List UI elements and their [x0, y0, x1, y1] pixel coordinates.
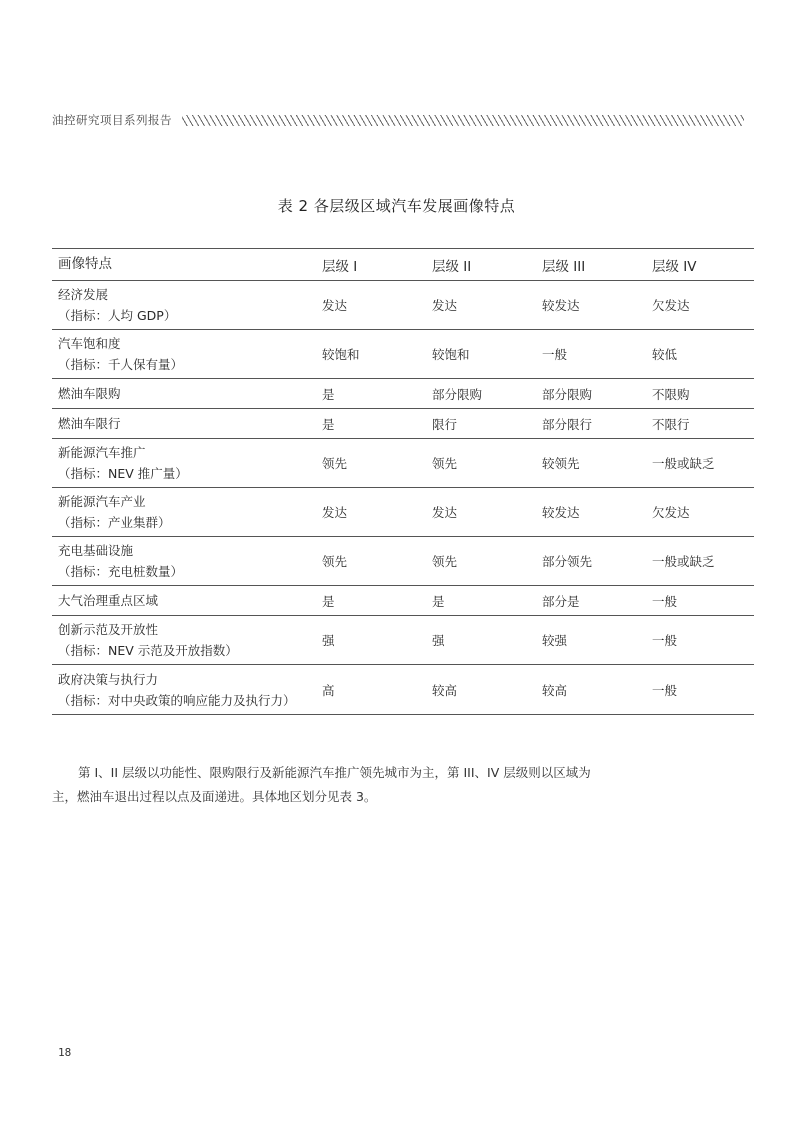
level-4-value: 较低 [652, 347, 678, 362]
column-header-level-4: 层级 IV [652, 258, 697, 275]
feature-cell [52, 491, 322, 533]
level-2-value: 领先 [432, 554, 458, 569]
table-row [52, 379, 754, 409]
feature-name: 汽车饱和度 [58, 336, 121, 351]
level-4-value: 不限购 [652, 386, 690, 402]
column-header-level-2: 层级 II [432, 258, 472, 275]
level-4-value: 一般 [652, 593, 678, 609]
level-1-value: 高 [322, 682, 335, 698]
level-3-value: 部分限购 [542, 386, 593, 402]
level-1-value: 发达 [322, 298, 348, 313]
feature-cell [52, 540, 322, 582]
table-row [52, 488, 754, 537]
column-header-level-3: 层级 III [542, 258, 586, 275]
level-3-value: 较强 [542, 633, 568, 648]
feature-name: 燃油车限行 [58, 416, 121, 431]
table-row [52, 330, 754, 379]
feature-cell [52, 590, 322, 611]
level-4-value: 欠发达 [652, 505, 690, 520]
table-caption: 表 2 各层级区域汽车发展画像特点 [277, 197, 516, 215]
feature-cell [52, 669, 322, 711]
feature-name: 充电基础设施 [58, 543, 134, 558]
level-3-value: 较高 [542, 682, 568, 698]
level-3-value: 较领先 [542, 456, 580, 471]
level-3-value: 部分限行 [542, 416, 593, 432]
feature-name: 燃油车限购 [58, 386, 121, 401]
level-1-value: 较饱和 [322, 347, 360, 362]
level-4-value: 欠发达 [652, 298, 690, 313]
level-2-value: 较高 [432, 682, 458, 698]
feature-cell [52, 333, 322, 375]
level-2-value: 较饱和 [432, 347, 470, 362]
table-row [52, 616, 754, 665]
column-header-level-1: 层级 I [322, 258, 358, 275]
level-1-value: 是 [322, 593, 335, 609]
level-4-value: 一般 [652, 633, 678, 648]
feature-indicator: （指标：充电桩数量） [58, 564, 184, 579]
feature-cell [52, 284, 322, 326]
table-row [52, 439, 754, 488]
feature-indicator: （指标：人均 GDP） [58, 308, 177, 323]
level-2-value: 发达 [432, 505, 458, 520]
level-2-value: 发达 [432, 298, 458, 313]
table-header-row [52, 249, 754, 281]
feature-indicator: （指标：NEV 推广量） [58, 466, 188, 481]
feature-cell [52, 383, 322, 404]
feature-indicator: （指标：千人保有量） [58, 357, 184, 372]
table-row [52, 586, 754, 616]
feature-name: 政府决策与执行力 [58, 671, 159, 687]
feature-name: 创新示范及开放性 [58, 622, 159, 637]
page-number: 18 [58, 1046, 72, 1059]
table-row [52, 537, 754, 586]
level-1-value: 是 [322, 416, 335, 432]
feature-indicator: （指标：NEV 示范及开放指数） [58, 643, 238, 658]
feature-cell [52, 442, 322, 484]
table-row [52, 665, 754, 715]
table-row [52, 409, 754, 439]
header-hatch-decoration [182, 115, 744, 126]
feature-indicator: （指标：产业集群） [58, 515, 171, 530]
level-1-value: 发达 [322, 505, 348, 520]
level-3-value: 较发达 [542, 505, 580, 520]
feature-cell [52, 413, 322, 434]
column-header-feature: 画像特点 [58, 256, 112, 272]
level-1-value: 领先 [322, 554, 348, 569]
feature-indicator: （指标：对中央政策的响应能力及执行力） [58, 692, 296, 708]
body-paragraph: 第 I、II 层级以功能性、限购限行及新能源汽车推广领先城市为主，第 III、IV 层级则以区域为主，燃油车退出过程以点及面递进。具体地区划分见表 3。 [52, 764, 591, 804]
level-4-value: 一般或缺乏 [652, 456, 715, 471]
level-1-value: 是 [322, 386, 335, 402]
report-header [52, 111, 744, 129]
level-4-value: 一般 [652, 682, 678, 698]
level-1-value: 领先 [322, 456, 348, 471]
level-3-value: 较发达 [542, 298, 580, 313]
feature-cell [52, 619, 322, 661]
level-2-value: 领先 [432, 456, 458, 471]
level-2-value: 是 [432, 593, 445, 609]
feature-name: 新能源汽车推广 [58, 445, 146, 460]
feature-name: 经济发展 [58, 287, 109, 302]
level-3-value: 部分是 [542, 593, 580, 609]
feature-name: 大气治理重点区域 [58, 593, 159, 608]
table-row [52, 281, 754, 330]
level-3-value: 部分领先 [542, 554, 593, 569]
level-2-value: 强 [432, 633, 445, 648]
level-2-value: 部分限购 [432, 386, 483, 402]
level-3-value: 一般 [542, 347, 568, 362]
level-1-value: 强 [322, 633, 335, 648]
level-2-value: 限行 [432, 416, 458, 432]
report-series-title: 油控研究项目系列报告 [52, 113, 172, 127]
feature-table [52, 248, 754, 715]
level-4-value: 不限行 [652, 416, 690, 432]
feature-name: 新能源汽车产业 [58, 494, 146, 509]
level-4-value: 一般或缺乏 [652, 554, 715, 569]
